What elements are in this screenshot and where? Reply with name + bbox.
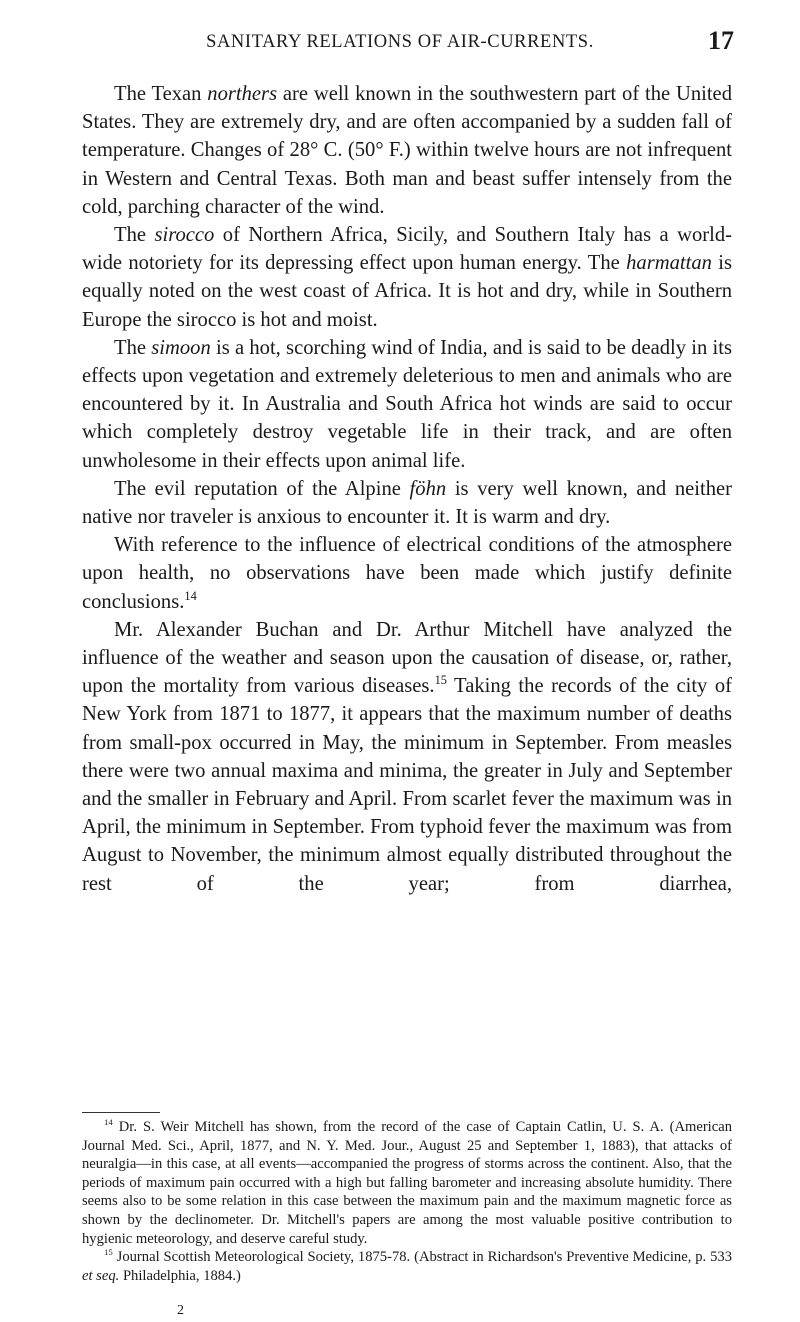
paragraph [82,616,732,898]
text-run: The Texan [114,83,208,105]
running-head [0,26,800,66]
text-run: Dr. S. Weir Mitchell has shown, from the record of the case of Captain Catlin, U. S. A. (American Journal Med. Sci., April, 1877, and N. Y. Med. Jour., August 25 and September 1, 1883), that attacks of neuralgia—in this case, at all events—accompanied the progress of storms across the continent. Also, that the periods of maximum pain occurred with a high but falling barometer and increasing absolute humidity. There seems also to be some relation in this case between the maximum pain and the maximum magnetic force as shown by the declinometer. Dr. Mitchell's papers are among the most valuable positive contribution to hygienic meteorology, and deserve careful study. [82,1119,732,1247]
body-text [82,80,732,898]
italic-term: sirocco [154,224,215,247]
italic-term: harmattan [626,252,712,275]
italic-term: northers [207,83,278,105]
text-run: The evil reputation of the Alpine [114,477,410,500]
footnote-marker: 15 [104,1247,113,1258]
paragraph [82,80,732,221]
footnote-rule [82,1112,160,1113]
page-number: 17 [708,26,734,55]
paragraph [82,334,732,475]
footnote-marker: 14 [104,1117,113,1128]
footnote-marker: 15 [434,673,447,688]
paragraph [82,531,732,616]
text-run: are well known in the southwestern part of the United States. They are extremely dry, and are often accompanied by a sudden fall of temperature. Changes of 28° C. (50° F.) within twelve hours are not infrequent in Western and Central Texas. Both man and beast suffer intensely from the cold, parching character of the wind. [82,83,732,218]
text-run: is very well known, and neither native nor traveler is anxious to encounter it. It is warm and dry. [82,477,732,529]
paragraph [82,475,732,531]
footnote-marker: 14 [184,588,197,603]
text-run: Journal Scottish Meteorological Society, 1875-78. (Abstract in Richardson's Preventive Medicine, p. 533 [112,1249,732,1266]
text-run: is a hot, scorching wind of India, and is said to be deadly in its effects upon vegetation and extremely deleterious to men and animals who are encountered by it. In Australia and South Africa hot winds are said to occur which completely destroy vegetable life in their track, and are often unwholesome in their effects upon animal life. [82,336,733,472]
text-run: The [114,224,155,247]
signature-mark: 2 [177,1303,184,1318]
running-title: SANITARY RELATIONS OF AIR-CURRENTS. [206,32,594,52]
text-run: Philadelphia, 1884.) [119,1267,241,1284]
footnotes [82,1118,732,1285]
footnote [82,1248,732,1285]
paragraph [82,221,732,334]
text-run: The [114,336,152,359]
text-run: Taking the records of the city of New York from 1871 to 1877, it appears that the maximum number of deaths from small-pox occurred in May, the minimum in September. From measles there were two annual maxima and minima, the greater in July and September and the smaller in February and April. From scarlet fever the maximum was in April, the minimum in September. From typhoid fever the maximum was from August to November, the minimum almost equally distributed throughout the rest of the year; from diarrhea, [82,675,732,895]
text-run: Mr. Alexander Buchan and Dr. Arthur Mitchell have analyzed the influence of the weather and season upon the causation of disease, or, rather, upon the mortality from various diseases. [82,618,732,698]
italic-term: et seq. [82,1267,120,1284]
text-run: of Northern Africa, Sicily, and Southern Italy has a world-wide notoriety for its depressing effect upon human energy. The [82,224,733,275]
text-run: With reference to the influence of electrical conditions of the atmosphere upon health, no observations have been made which justify definite conclusions. [82,534,732,613]
footnote [82,1118,732,1248]
italic-term: simoon [151,336,211,359]
text-run: is equally noted on the west coast of Africa. It is hot and dry, while in Southern Europe the sirocco is hot and moist. [82,252,733,331]
italic-term: föhn [409,477,447,500]
